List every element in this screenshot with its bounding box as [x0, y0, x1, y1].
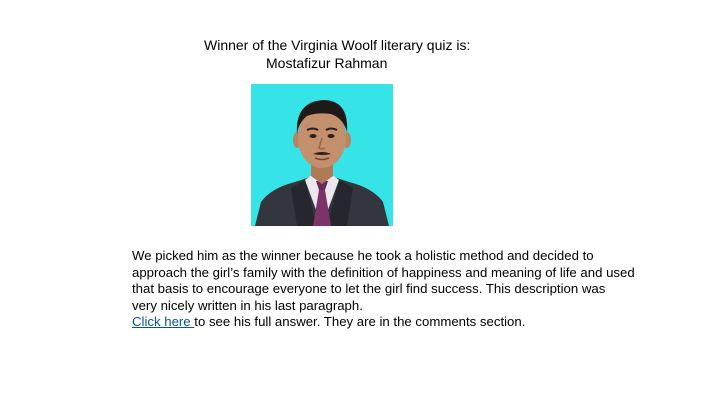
heading-line-quiz: Winner of the Virginia Woolf literary quiz is: [204, 37, 471, 53]
description-line-1: We picked him as the winner because he took a holistic method and decided to [132, 248, 594, 263]
description-line-2: approach the girl’s family with the definition of happiness and meaning of life and used [132, 264, 635, 280]
winner-description [132, 248, 635, 331]
description-line-4: very nicely written in his last paragraph. [132, 297, 363, 313]
link-suffix-text: to see his full answer. They are in the comments section. [194, 314, 526, 329]
winner-name: Mostafizur Rahman [266, 55, 388, 71]
portrait-illustration [251, 84, 393, 226]
description-line-3: that basis to encourage everyone to let the girl find success. This description was [132, 281, 606, 296]
click-here-link[interactable]: Click here [132, 314, 195, 329]
link-line [132, 314, 632, 331]
winner-portrait-photo [251, 84, 393, 226]
